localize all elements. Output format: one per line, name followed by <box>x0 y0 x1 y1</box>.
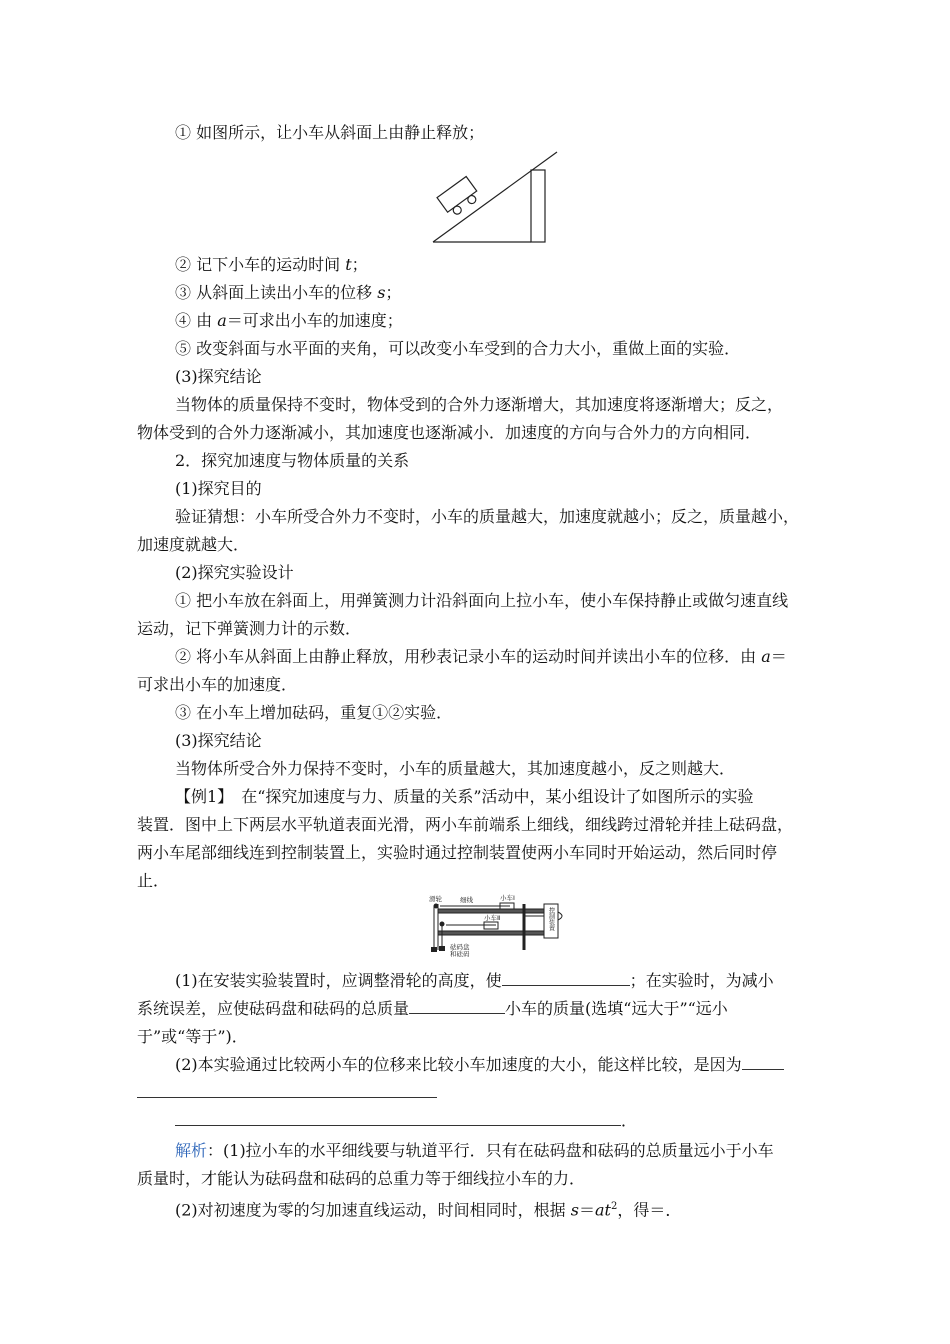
label-weights: 和砝码 <box>450 950 470 958</box>
step-4-text: ④ 由 a＝可求出小车的加速度； <box>175 311 403 330</box>
pulley-upper <box>434 904 439 909</box>
paragraph-text: 可求出小车的加速度． <box>137 675 298 694</box>
label-tray: 砝码盘 <box>450 943 470 951</box>
apparatus-figure <box>426 894 576 958</box>
paragraph-text: 加速度就越大． <box>137 535 250 554</box>
label-control: 控制装置 <box>547 907 555 931</box>
example-text: 装置．图中上下两层水平轨道表面光滑，两小车前端系上细线，细线跨过滑轮并挂上砝码盘， <box>137 815 794 834</box>
question-1-text: 于”或“等于”)． <box>137 1027 248 1046</box>
question-1-text: (1)在安装实验装置时，应调整滑轮的高度，使 ；在实验时，为减小 <box>175 971 774 990</box>
paragraph-text: 当物体的质量保持不变时，物体受到的合外力逐渐增大，其加速度将逐渐增大；反之， <box>175 395 784 414</box>
paragraph-text: ② 将小车从斜面上由静止释放，用秒表记录小车的运动时间并读出小车的位移．由 a＝ <box>175 647 787 666</box>
answer-blank-5[interactable] <box>175 1111 621 1126</box>
paragraph-text: 验证猜想：小车所受合外力不变时，小车的质量越大，加速度就越小；反之，质量越小， <box>175 507 800 526</box>
answer-blank-3[interactable] <box>742 1055 784 1070</box>
label-cart-2: 小车Ⅱ <box>484 914 501 922</box>
question-1-text: 系统误差，应使砝码盘和砝码的总质量 小车的质量(选填“远大于”“远小 <box>137 999 728 1018</box>
example-label: 【例1】 <box>175 787 226 806</box>
step-3-text: ③ 从斜面上读出小车的位移 s； <box>175 283 402 302</box>
incline-slope <box>433 152 557 242</box>
step-2-text: ② 记下小车的运动时间 t； <box>175 255 368 274</box>
paragraph-text: 当物体所受合外力保持不变时，小车的质量越大，其加速度越小，反之则越大． <box>175 759 736 778</box>
section-heading: 2．探究加速度与物体质量的关系 <box>175 451 410 470</box>
section-heading: (2)探究实验设计 <box>175 563 294 582</box>
paragraph-text: 物体受到的合外力逐渐减小，其加速度也逐渐减小．加速度的方向与合外力的方向相同． <box>137 423 762 442</box>
section-heading: (3)探究结论 <box>175 731 262 750</box>
analysis-text: (2)对初速度为零的匀加速直线运动，时间相同时，根据 $s=at^2$，得＝． <box>175 1200 682 1220</box>
upper-track <box>438 909 548 913</box>
lower-track <box>438 931 548 935</box>
incline-figure <box>425 148 565 248</box>
paragraph-text: ① 把小车放在斜面上，用弹簧测力计沿斜面向上拉小车，使小车保持静止或做匀速直线 <box>175 591 789 610</box>
paragraph-text: 运动，记下弹簧测力计的示数． <box>137 619 362 638</box>
answer-blank-4[interactable] <box>137 1097 437 1098</box>
analysis-text: 质量时，才能认为砝码盘和砝码的总重力等于细线拉小车的力． <box>137 1169 586 1188</box>
example-text: 【例1】 在“探究加速度与力、质量的关系”活动中，某小组设计了如图所示的实验 <box>175 787 754 806</box>
step-5-text: ⑤ 改变斜面与水平面的夹角，可以改变小车受到的合力大小，重做上面的实验． <box>175 339 741 358</box>
incline-block <box>531 170 545 242</box>
section-heading: (1)探究目的 <box>175 479 262 498</box>
pulley-lower <box>440 922 445 927</box>
paragraph-text: ③ 在小车上增加砝码，重复①②实验． <box>175 703 453 722</box>
step-1-text: ① 如图所示，让小车从斜面上由静止释放； <box>175 123 485 142</box>
answer-blank-1[interactable] <box>502 971 630 986</box>
label-pulley: 滑轮 <box>429 895 442 903</box>
question-2-text: (2)本实验通过比较两小车的位移来比较小车加速度的大小，能这样比较，是因为 <box>175 1054 784 1076</box>
label-string: 细线 <box>460 896 473 904</box>
example-text: 两小车尾部细线连到控制装置上，实验时通过控制装置使两小车同时开始运动，然后同时停 <box>137 843 778 862</box>
example-text: 止． <box>137 871 170 890</box>
label-cart-1: 小车Ⅰ <box>500 894 515 902</box>
analysis-text: 解析：(1)拉小车的水平细线要与轨道平行．只有在砝码盘和砝码的总质量远小于小车 <box>175 1141 774 1160</box>
question-2-text: ． <box>175 1110 637 1132</box>
weight-2 <box>439 946 445 951</box>
control-arc <box>558 912 562 920</box>
weight-1 <box>431 947 437 952</box>
analysis-label: 解析 <box>175 1141 208 1160</box>
section-heading: (3)探究结论 <box>175 367 262 386</box>
answer-blank-2[interactable] <box>409 999 505 1014</box>
